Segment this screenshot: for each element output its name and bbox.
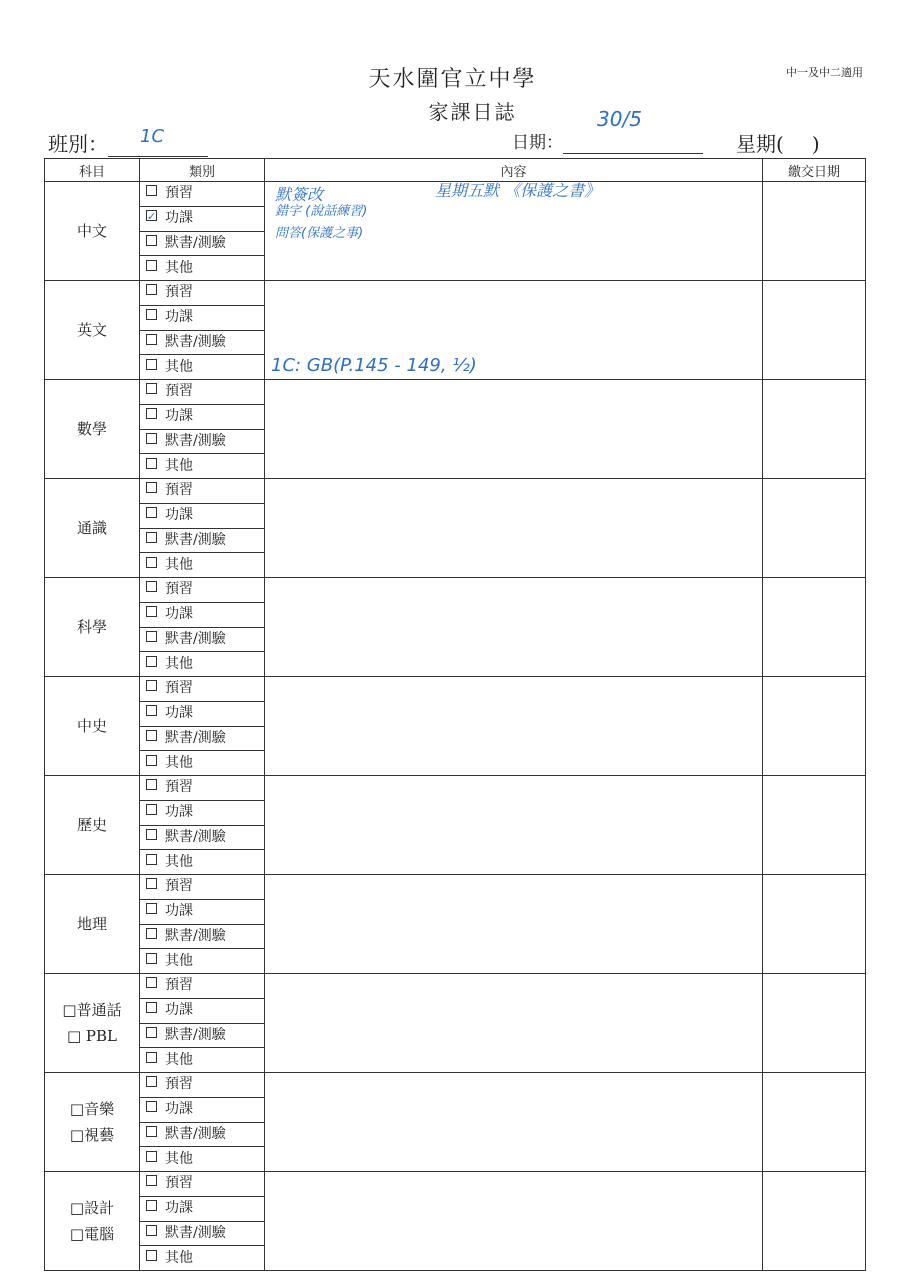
category-cell xyxy=(140,553,265,578)
handwritten-note: 問答(保護之事) xyxy=(275,226,364,241)
category-label: 功課 xyxy=(165,606,193,623)
category-cell xyxy=(140,330,265,355)
category-cell xyxy=(140,578,265,603)
category-cell xyxy=(140,1023,265,1048)
checkbox-test[interactable] xyxy=(146,730,157,741)
category-cell xyxy=(140,726,265,751)
class-field xyxy=(48,128,208,157)
category-cell xyxy=(140,503,265,528)
checkbox-other[interactable] xyxy=(146,1250,157,1261)
table-row xyxy=(45,479,866,504)
category-cell xyxy=(140,1073,265,1098)
checkbox-test[interactable] xyxy=(146,235,157,246)
category-label: 默書/測驗 xyxy=(165,1224,226,1241)
category-label: 其他 xyxy=(165,655,193,672)
category-cell xyxy=(140,355,265,380)
content-cell[interactable] xyxy=(265,281,763,380)
category-label: 預習 xyxy=(165,581,193,598)
category-label: 功課 xyxy=(165,210,193,227)
checkbox-hw[interactable] xyxy=(146,408,157,419)
category-label: 預習 xyxy=(165,383,193,400)
category-label: 其他 xyxy=(165,259,193,276)
table-row xyxy=(45,281,866,306)
class-value: 1C xyxy=(140,126,165,147)
applicable-grades: 中一及中二適用 xyxy=(786,66,863,79)
table-row xyxy=(45,1073,866,1098)
category-cell xyxy=(140,305,265,330)
checkbox-other[interactable] xyxy=(146,260,157,271)
category-cell xyxy=(140,602,265,627)
category-cell xyxy=(140,825,265,850)
subject-name: 歷史 xyxy=(45,776,140,875)
checkbox-other[interactable] xyxy=(146,1052,157,1063)
subject-name: 中文 xyxy=(45,182,140,281)
subject-name: 科學 xyxy=(45,578,140,677)
checkbox-pre[interactable] xyxy=(146,977,157,988)
checkbox-hw[interactable] xyxy=(146,1002,157,1013)
category-cell xyxy=(140,429,265,454)
table-row xyxy=(45,1172,866,1197)
category-cell xyxy=(140,998,265,1023)
due-date-cell[interactable] xyxy=(763,182,866,281)
checkbox-hw[interactable] xyxy=(146,903,157,914)
category-cell xyxy=(140,652,265,677)
content-cell[interactable] xyxy=(265,974,763,1073)
table-row xyxy=(45,182,866,207)
category-label: 預習 xyxy=(165,284,193,301)
checkbox-other[interactable] xyxy=(146,557,157,568)
class-value-field[interactable] xyxy=(108,126,208,157)
subject-name: □設計 □電腦 xyxy=(45,1172,140,1271)
table-row xyxy=(45,677,866,702)
category-cell xyxy=(140,454,265,479)
category-label: 默書/測驗 xyxy=(165,1125,226,1142)
category-cell xyxy=(140,1221,265,1246)
category-label: 預習 xyxy=(165,185,193,202)
checkbox-hw[interactable] xyxy=(146,507,157,518)
checkbox-pre[interactable] xyxy=(146,482,157,493)
checkbox-pre[interactable] xyxy=(146,878,157,889)
due-column-header: 繳交日期 xyxy=(763,159,866,182)
category-label: 其他 xyxy=(165,1249,193,1266)
category-label: 功課 xyxy=(165,804,193,821)
due-date-cell[interactable] xyxy=(763,578,866,677)
subject-name: 英文 xyxy=(45,281,140,380)
handwritten-note: 默簽改 xyxy=(275,185,324,204)
checkbox-hw[interactable] xyxy=(146,210,157,221)
content-cell[interactable] xyxy=(265,182,763,281)
category-label: 其他 xyxy=(165,457,193,474)
content-cell[interactable] xyxy=(265,1073,763,1172)
checkbox-pre[interactable] xyxy=(146,581,157,592)
checkbox-pre[interactable] xyxy=(146,284,157,295)
category-label: 默書/測驗 xyxy=(165,1026,226,1043)
checkbox-pre[interactable] xyxy=(146,185,157,196)
category-label: 默書/測驗 xyxy=(165,927,226,944)
category-cell xyxy=(140,1196,265,1221)
category-cell xyxy=(140,974,265,999)
checkbox-test[interactable] xyxy=(146,334,157,345)
date-value: 30/5 xyxy=(597,107,642,131)
subject-column-header: 科目 xyxy=(45,159,140,182)
checkbox-other[interactable] xyxy=(146,953,157,964)
category-label: 預習 xyxy=(165,1175,193,1192)
checkbox-pre[interactable] xyxy=(146,779,157,790)
checkbox-hw[interactable] xyxy=(146,804,157,815)
category-label: 預習 xyxy=(165,482,193,499)
date-value-field[interactable] xyxy=(563,107,703,154)
checkbox-hw[interactable] xyxy=(146,1200,157,1211)
category-label: 默書/測驗 xyxy=(165,630,226,647)
category-cell xyxy=(140,479,265,504)
category-cell xyxy=(140,1172,265,1197)
category-label: 默書/測驗 xyxy=(165,432,226,449)
category-cell xyxy=(140,924,265,949)
category-label: 功課 xyxy=(165,1101,193,1118)
category-label: 預習 xyxy=(165,779,193,796)
date-label: 日期： xyxy=(512,133,563,153)
table-row xyxy=(45,776,866,801)
checkbox-test[interactable] xyxy=(146,433,157,444)
due-date-cell[interactable] xyxy=(763,677,866,776)
checkbox-test[interactable] xyxy=(146,1225,157,1236)
checkbox-test[interactable] xyxy=(146,1027,157,1038)
category-label: 預習 xyxy=(165,977,193,994)
checkbox-test[interactable] xyxy=(146,532,157,543)
category-cell xyxy=(140,231,265,256)
subject-name: □音樂 □視藝 xyxy=(45,1073,140,1172)
checkbox-other[interactable] xyxy=(146,755,157,766)
category-label: 其他 xyxy=(165,952,193,969)
category-label: 預習 xyxy=(165,1076,193,1093)
category-label: 默書/測驗 xyxy=(165,729,226,746)
checkbox-test[interactable] xyxy=(146,928,157,939)
content-cell[interactable] xyxy=(265,380,763,479)
subject-name: 中史 xyxy=(45,677,140,776)
checkbox-other[interactable] xyxy=(146,854,157,865)
category-cell xyxy=(140,677,265,702)
content-column-header: 內容 xyxy=(265,159,763,182)
table-row xyxy=(45,380,866,405)
subject-name: □普通話 □ PBL xyxy=(45,974,140,1073)
table-row xyxy=(45,974,866,999)
category-label: 功課 xyxy=(165,903,193,920)
checkbox-test[interactable] xyxy=(146,1126,157,1137)
due-date-cell[interactable] xyxy=(763,776,866,875)
category-cell xyxy=(140,404,265,429)
category-label: 預習 xyxy=(165,878,193,895)
category-label: 其他 xyxy=(165,556,193,573)
school-name: 天水圍官立中學 xyxy=(368,67,537,92)
checkbox-test[interactable] xyxy=(146,631,157,642)
category-cell xyxy=(140,1048,265,1073)
category-label: 其他 xyxy=(165,1051,193,1068)
category-label: 默書/測驗 xyxy=(165,234,226,251)
due-date-cell[interactable] xyxy=(763,1073,866,1172)
subject-name: 通識 xyxy=(45,479,140,578)
checkbox-pre[interactable] xyxy=(146,680,157,691)
category-cell xyxy=(140,701,265,726)
content-cell[interactable] xyxy=(265,776,763,875)
category-cell xyxy=(140,776,265,801)
due-date-cell[interactable] xyxy=(763,1172,866,1271)
checkbox-hw[interactable] xyxy=(146,705,157,716)
category-cell xyxy=(140,1246,265,1271)
category-label: 其他 xyxy=(165,1150,193,1167)
category-label: 默書/測驗 xyxy=(165,531,226,548)
date-field xyxy=(512,107,703,154)
category-label: 功課 xyxy=(165,309,193,326)
subject-name: 數學 xyxy=(45,380,140,479)
category-label: 功課 xyxy=(165,705,193,722)
content-cell[interactable] xyxy=(265,479,763,578)
checkbox-other[interactable] xyxy=(146,1151,157,1162)
handwritten-note: 1C: GB(P.145 - 149, ½) xyxy=(271,355,477,376)
checkbox-pre[interactable] xyxy=(146,383,157,394)
category-cell xyxy=(140,182,265,207)
handwritten-note: 星期五默 《保護之書》 xyxy=(435,181,601,200)
handwritten-note: 錯字 (說話練習) xyxy=(275,204,368,219)
checkbox-hw[interactable] xyxy=(146,1101,157,1112)
category-cell xyxy=(140,206,265,231)
due-date-cell[interactable] xyxy=(763,281,866,380)
category-cell xyxy=(140,875,265,900)
table-row xyxy=(45,875,866,900)
checkbox-other[interactable] xyxy=(146,458,157,469)
category-cell xyxy=(140,256,265,281)
journal-title: 家課日誌 xyxy=(428,100,517,124)
category-cell xyxy=(140,850,265,875)
subject-name: 地理 xyxy=(45,875,140,974)
category-label: 默書/測驗 xyxy=(165,333,226,350)
checkbox-hw[interactable] xyxy=(146,606,157,617)
due-date-cell[interactable] xyxy=(763,479,866,578)
category-cell xyxy=(140,281,265,306)
category-label: 其他 xyxy=(165,358,193,375)
checkbox-pre[interactable] xyxy=(146,1175,157,1186)
category-cell xyxy=(140,380,265,405)
category-label: 功課 xyxy=(165,1200,193,1217)
category-label: 默書/測驗 xyxy=(165,828,226,845)
content-cell[interactable] xyxy=(265,578,763,677)
category-cell xyxy=(140,800,265,825)
homework-table xyxy=(44,158,866,1271)
weekday-field xyxy=(736,128,820,157)
category-cell xyxy=(140,1097,265,1122)
category-cell xyxy=(140,899,265,924)
checkbox-other[interactable] xyxy=(146,656,157,667)
category-label: 預習 xyxy=(165,680,193,697)
due-date-cell[interactable] xyxy=(763,974,866,1073)
content-cell[interactable] xyxy=(265,875,763,974)
weekday-label: 星期( xyxy=(736,132,784,156)
checkbox-hw[interactable] xyxy=(146,309,157,320)
checkbox-pre[interactable] xyxy=(146,1076,157,1087)
category-cell xyxy=(140,751,265,776)
category-cell xyxy=(140,949,265,974)
checkbox-other[interactable] xyxy=(146,359,157,370)
category-label: 其他 xyxy=(165,853,193,870)
category-cell xyxy=(140,528,265,553)
category-label: 功課 xyxy=(165,507,193,524)
checkbox-test[interactable] xyxy=(146,829,157,840)
weekday-close: ) xyxy=(811,132,820,156)
category-label: 功課 xyxy=(165,1002,193,1019)
category-label: 其他 xyxy=(165,754,193,771)
content-cell[interactable] xyxy=(265,1172,763,1271)
table-row xyxy=(45,578,866,603)
due-date-cell[interactable] xyxy=(763,380,866,479)
due-date-cell[interactable] xyxy=(763,875,866,974)
category-cell xyxy=(140,1122,265,1147)
category-cell xyxy=(140,1147,265,1172)
category-label: 功課 xyxy=(165,408,193,425)
content-cell[interactable] xyxy=(265,677,763,776)
class-label: 班別： xyxy=(48,132,108,156)
category-column-header: 類別 xyxy=(140,159,265,182)
category-cell xyxy=(140,627,265,652)
